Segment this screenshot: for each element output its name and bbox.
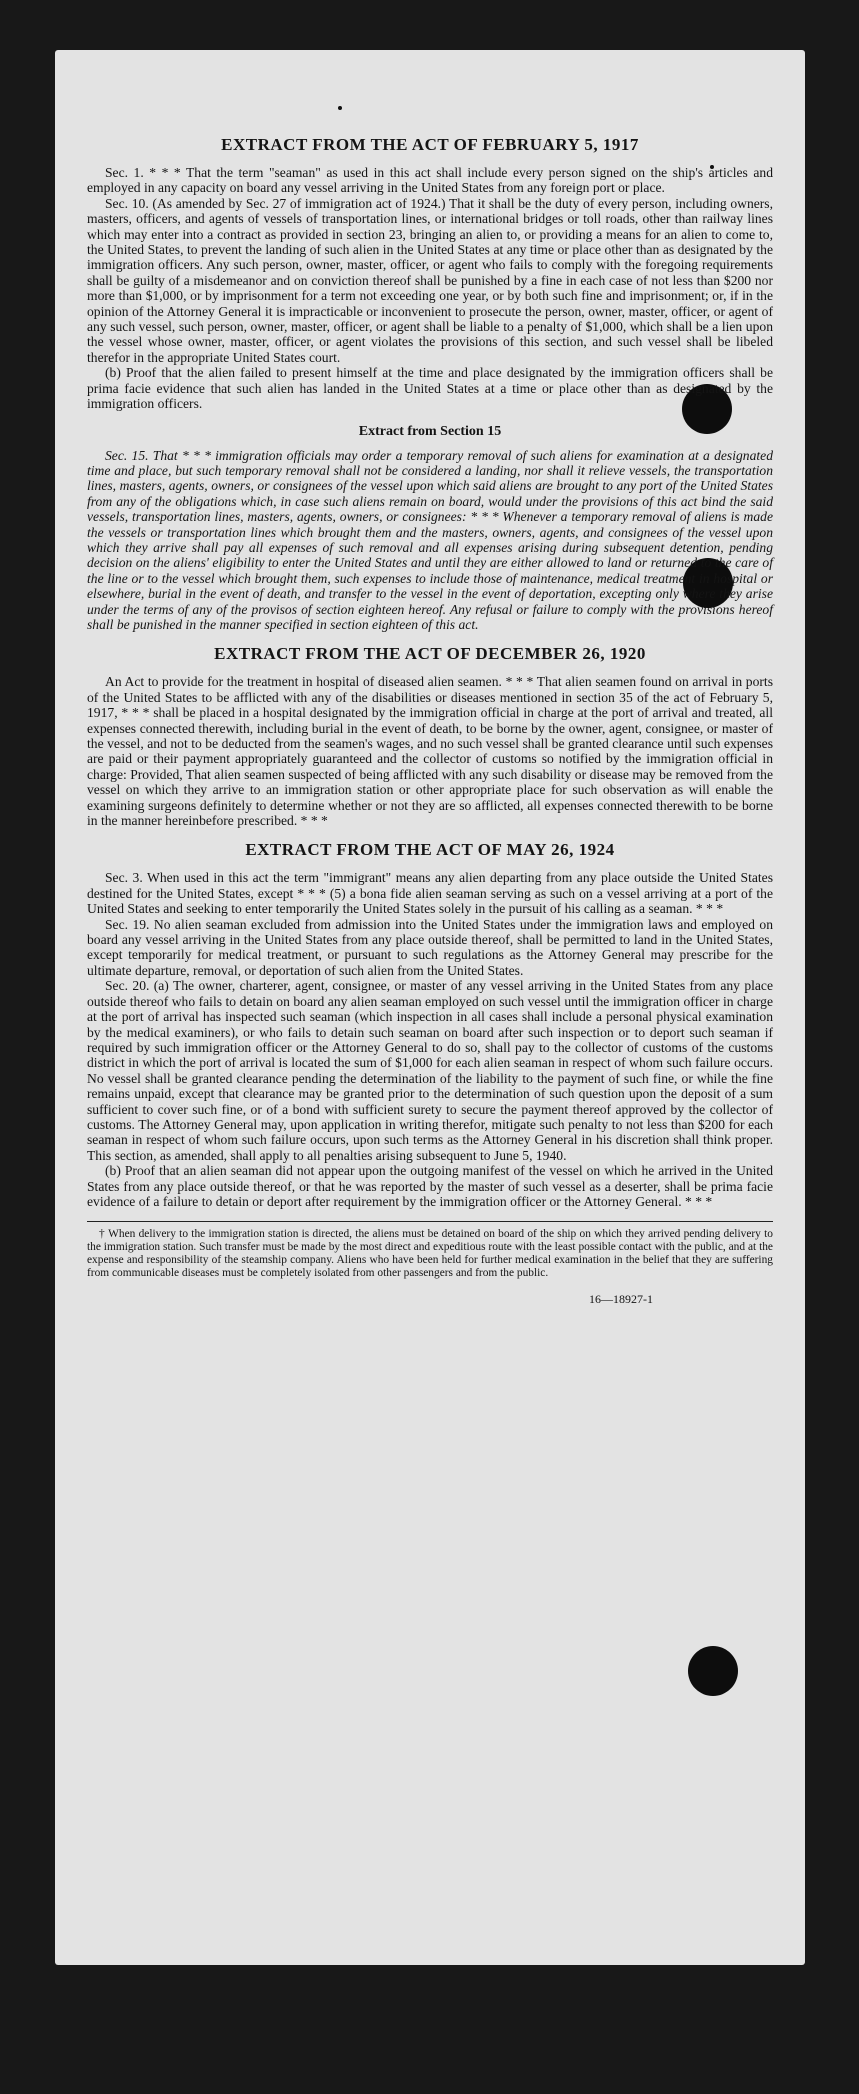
act-1917-section [87, 135, 773, 412]
act-1917-heading: EXTRACT FROM THE ACT OF FEBRUARY 5, 1917 [221, 135, 639, 154]
ink-speck [338, 106, 342, 110]
paragraph: Sec. 3. When used in this act the term "immigrant" means any alien departing from any place outside the United States destined for the United States, except * * * (5) a bona fide alien seaman serving as such on a vessel arriving at a port of the United States and seeking to enter temporarily the United States solely in the pursuit of his calling as a seaman. * * * [87, 870, 773, 917]
paragraph: Sec. 15. That * * * immigration officials may order a temporary removal of such aliens for examination at a designated time and place, but such temporary removal shall not be considered a landing, nor shall it relieve vessels, the transportation lines, masters, agents, owners, or consignees of the vessel upon which said aliens are brought to any port of the United States from any of the obligations which, in case such aliens remain on board, would under the provisions of this act bind the said vessels, transportation lines, masters, agents, owners, or consignees: * * * Whenever a temporary removal of aliens is made the vessels or transportation lines which brought them and the masters, owners, agents, and consignees of the vessel upon which they arrive shall pay all expenses of such removal and all expenses arising during subsequent detention, pending decision on the aliens' eligibility to enter the United States and until they are either allowed to land or returned to the care of the line or to the vessel which brought them, such expenses to include those of maintenance, medical treatment in hospital or elsewhere, burial in the event of death, and transfer to the vessel in the event of deportation, excepting only where they arise under the terms of any of the provisos of section eighteen hereof. Any refusal or failure to comply with the provisions hereof shall be punished in the manner specified in section eighteen of this act. [87, 447, 773, 632]
document-content [87, 135, 773, 1307]
act-1920-section [87, 644, 773, 828]
paragraph: Sec. 10. (As amended by Sec. 27 of immigration act of 1924.) That it shall be the duty of every person, including owners, masters, officers, and agents of vessels of transportation lines, or international bridges or toll roads, other than railway lines which may enter into a contract as provided in section 23, bringing an alien to, or providing a means for an alien to come to, the United States, to prevent the landing of such alien in the United States at any time or place other than as designated by the immigration officers. Any such person, owner, master, officer, or agent who fails to comply with the foregoing requirements shall be guilty of a misdemeanor and on conviction thereof shall be punished by a fine in each case of not less than $200 nor more than $1,000, or by imprisonment for a term not exceeding one year, or by both such fine and imprisonment; or, if in the opinion of the Attorney General it is impracticable or inconvenient to prosecute the person, owner, master, officer, or agent of any such vessel, such person, owner, master, officer, or agent shall be liable to a penalty of $1,000, which shall be a lien upon the vessel whose owner, master, officer, or agent violates the provisions of this section, and such vessel shall be libeled therefor in the appropriate United States court. [87, 195, 773, 365]
act-1924-section [87, 840, 773, 1209]
document-page [55, 50, 805, 1965]
act-1924-heading: EXTRACT FROM THE ACT OF MAY 26, 1924 [245, 840, 615, 860]
paragraph: (b) Proof that an alien seaman did not appear upon the outgoing manifest of the vessel on which he arrived in the United States from any place outside thereof, or that he was reported by the master of such vessel as a deserter, shall be prima facie evidence of a failure to detain or deport after requirement by the immigration officer or the Attorney General. * * * [87, 1163, 773, 1209]
form-number: 16—18927-1 [589, 1292, 653, 1307]
paragraph: Sec. 1. * * * That the term "seaman" as used in this act shall include every person signed on the ship's articles and employed in any capacity on board any vessel arriving in the United States from any foreign port or place. [87, 165, 773, 196]
paragraph: An Act to provide for the treatment in hospital of diseased alien seamen. * * * That alien seamen found on arrival in ports of the United States to be afflicted with any of the disabilities or diseases mentioned in section 35 of the act of February 5, 1917, * * * shall be placed in a hospital designated by the immigration official in charge at the port of arrival and treated, all expenses connected therewith, including burial in the event of death, to be borne by the owner, agent, consignee, or master of the vessel, and not to be deducted from the seamen's wages, and no such vessel shall be granted clearance until such expenses are paid or their payment appropriately guaranteed and the collector of customs so notified by the immigration official in charge: Provided, That alien seamen suspected of being afflicted with any such disability or disease may be removed from the vessel on which they arrive to an immigration station or other appropriate place for such observation as will enable the examining surgeons definitely to determine whether or not they are so afflicted, all expenses connected therewith to be borne in the manner hereinbefore prescribed. * * * [87, 674, 773, 829]
footnote [87, 1221, 773, 1280]
act-1920-heading: EXTRACT FROM THE ACT OF DECEMBER 26, 1920 [214, 644, 646, 664]
footnote-text: † When delivery to the immigration station is directed, the aliens must be detained on board of the ship on which they arrived pending delivery to the immigration station. Such transfer must be made by the most direct and expeditious route with the least possible contact with the public, and at the expense and responsibility of the steamship company. Aliens who have been held for further medical examination in the belief that they are suffering from communicable diseases must be completely isolated from other passengers and from the public. [87, 1228, 773, 1280]
section-15-heading: Extract from Section 15 [358, 423, 502, 439]
paragraph: (b) Proof that the alien failed to present himself at the time and place designated by the immigration officers shall be prima facie evidence that such alien has landed in the United States at a time or place other than as designated by the immigration officers. [87, 365, 773, 412]
punch-hole [688, 1646, 738, 1696]
paragraph: Sec. 19. No alien seaman excluded from admission into the United States under the immigration laws and employed on board any vessel arriving in the United States from any place outside thereof, shall be permitted to land in the United States, except temporarily for medical treatment, or pursuant to such regulations as the Attorney General may prescribe for the ultimate departure, removal, or deportation of such alien from the United States. [87, 916, 773, 978]
paragraph: Sec. 20. (a) The owner, charterer, agent, consignee, or master of any vessel arriving in the United States from any place outside thereof who fails to detain on board any alien seaman employed on such vessel until the immigration officer in charge at the port of arrival has inspected such seaman (which inspection in all cases shall include a personal physical examination by the medical examiners), or who fails to detain such seaman on board after such inspection or to deport such seaman if required by such immigration officer or the Attorney General to do so, shall pay to the collector of customs of the customs district in which the port of arrival is located the sum of $1,000 for each alien seaman in respect of whom such failure occurs. No vessel shall be granted clearance pending the determination of the liability to the payment of such fine, or while the fine remains unpaid, except that clearance may be granted prior to the determination of such question upon the deposit of a sum sufficient to cover such fine, or of a bond with sufficient surety to secure the payment thereof approved by the collector of customs. The Attorney General may, upon application in writing therefor, mitigate such penalty to not less than $200 for each seaman in respect of whom such failure occurs, upon such terms as the Attorney General in his discretion shall think proper. This section, as amended, shall apply to all penalties arising subsequent to June 5, 1940. [87, 978, 773, 1163]
section-15-extract [87, 424, 773, 633]
